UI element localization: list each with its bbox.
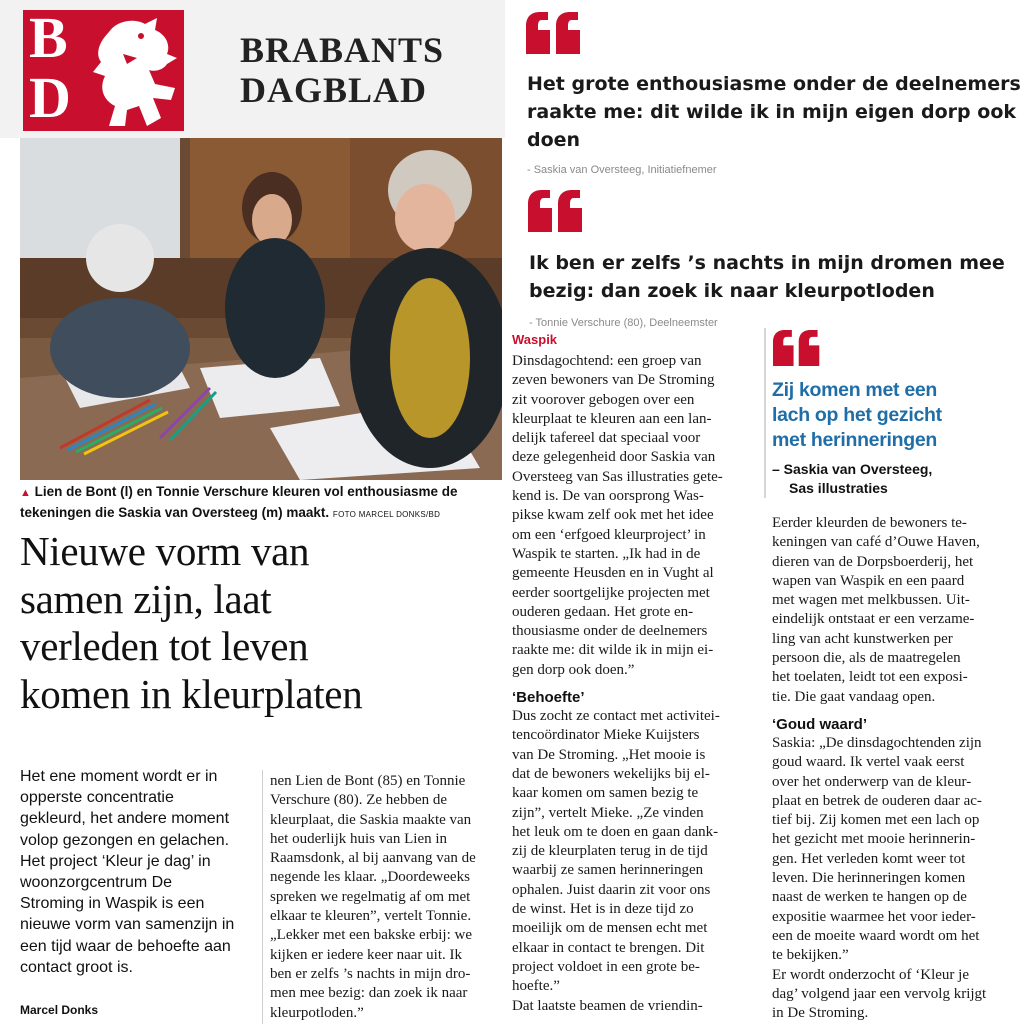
body-line: ling van acht kunstwerken per: [772, 630, 953, 647]
body-line: dat de bewoners wekelijks bij el-: [512, 765, 710, 782]
body-line: Eerder kleurden de bewoners te-: [772, 515, 967, 531]
body-line: Er wordt onderzocht of ‘Kleur je: [772, 966, 970, 983]
body-line: delijk tafereel dat speciaal voor: [512, 430, 701, 447]
body-line: Dinsdagochtend: een groep van: [512, 353, 702, 369]
body-line: Oversteeg van Sas illustraties gete-: [512, 468, 723, 485]
body-line: gemeente Heusden en in Vught al: [512, 565, 714, 582]
body-line: eindelijk ontstaat er een verzame-: [772, 611, 975, 628]
body-line: het toelaten, leidt tot een exposi-: [772, 669, 968, 686]
body-line: elkaar in contact te brengen. Dit: [512, 939, 705, 956]
quote-line: lach op het gezicht: [772, 404, 942, 426]
body-line: Raamsdonk, al bij aanvang van de: [270, 850, 476, 867]
body-line: ophalen. Juist daarin zit voor ons: [512, 881, 711, 898]
body-line: tief bij. Zij komen met een lach op: [772, 812, 980, 829]
intro-line: contact groot is.: [20, 958, 133, 976]
caption-marker-icon: ▲: [20, 487, 31, 499]
photo-credit: FOTO MARCEL DONKS/BD: [332, 510, 441, 519]
body-line: expositie waarmee het voor ieder-: [772, 908, 976, 925]
column-divider: [262, 770, 263, 1024]
headline: [20, 528, 500, 718]
body-column-c: [772, 514, 986, 1023]
photo-caption: [20, 482, 502, 525]
body-line: pikse kwam zelf ook met het idee: [512, 507, 714, 524]
quote-mark-icon: [773, 330, 821, 366]
body-line: kaar komen om samen bezig te: [512, 785, 699, 802]
body-line: deze gelegenheid door Saskia van: [512, 449, 716, 466]
body-line: gen dorp ook doen.”: [512, 661, 635, 678]
body-line: tencoördinator Mieke Kuijsters: [512, 727, 700, 744]
body-line: het leuk om te doen en gaan dank-: [512, 823, 719, 840]
quote-line: bezig: dan zoek ik naar kleurpotloden: [529, 280, 935, 302]
headline-line: verleden tot leven: [20, 623, 309, 669]
pull-quote-rule: [764, 328, 766, 498]
body-line: om een ‘erfgoed kleurproject’ in: [512, 526, 706, 543]
newspaper-name-line2: DAGBLAD: [240, 70, 428, 110]
newspaper-name: [240, 30, 444, 110]
logo-letter-b: B: [29, 10, 68, 70]
body-line: dieren van de Dorpsboerderij, het: [772, 553, 974, 570]
body-column-a: [270, 772, 476, 1023]
body-line: „Lekker met een bakske erbij: we: [270, 927, 472, 944]
body-line: plaat en betrek de ouderen daar ac-: [772, 792, 982, 809]
body-line: zij de kleurplaten terug in de tijd: [512, 843, 708, 860]
subheading: ‘Goud waard’: [772, 715, 868, 733]
quote-line: doen: [527, 129, 581, 151]
author-byline: Marcel Donks: [20, 1003, 99, 1017]
body-line: dag’ volgend jaar een vervolg krijgt: [772, 985, 987, 1002]
body-line: ouderen gedaan. Het grote en-: [512, 603, 694, 620]
quote-line: Zij komen met een: [772, 379, 938, 401]
body-line: persoon die, als de maatregelen: [772, 650, 961, 667]
logo-letter-d: D: [29, 65, 71, 130]
intro-line: Stroming in Waspik is een: [20, 895, 205, 913]
pull-quote-1: [527, 70, 1021, 154]
intro-line: volop gezongen en gelachen.: [20, 831, 230, 849]
body-line: kleurplaat, die Saskia maakte van: [270, 811, 472, 828]
body-line: kleurpotloden.”: [270, 1004, 364, 1021]
body-line: thousiasme onder de deelnemers: [512, 623, 708, 640]
body-column-b: [512, 352, 723, 1016]
body-line: nen Lien de Bont (85) en Tonnie: [270, 773, 466, 789]
body-line: van De Stroming. „Het mooie is: [512, 746, 706, 763]
quote-mark-icon: [528, 190, 584, 232]
body-line: Dus zocht ze contact met activitei-: [512, 708, 720, 725]
body-line: in De Stroming.: [772, 1005, 869, 1022]
subheading: ‘Behoefte’: [512, 689, 585, 707]
body-line: zit voorover gebogen over een: [512, 391, 695, 408]
intro-line: Het project ‘Kleur je dag’ in: [20, 852, 211, 870]
body-line: Waspik te starten. „Ik had in de: [512, 545, 701, 562]
body-line: zijn”, vertelt Mieke. „Ze vinden: [512, 804, 704, 821]
body-line: ben er zelfs ’s nachts in mijn dro-: [270, 965, 471, 982]
body-line: zeven bewoners van De Stroming: [512, 372, 715, 389]
headline-line: Nieuwe vorm van: [20, 528, 310, 574]
body-line: kend is. De van oorsprong Was-: [512, 488, 704, 505]
body-line: leven. Die herinneringen komen: [772, 870, 966, 887]
body-line: wapen van Waspik en een paard: [772, 572, 965, 589]
body-line: een de moeite waard wordt om het: [772, 927, 980, 944]
bd-logo: [23, 10, 184, 131]
body-line: spreken we regelmatig af om met: [270, 888, 471, 905]
caption-text: Lien de Bont (l) en Tonnie Verschure kleuren vol enthousiasme de tekeningen die Saskia van Oversteeg (m) maakt.: [20, 484, 458, 520]
body-line: hoefte.”: [512, 978, 560, 995]
body-line: over het onderwerp van de kleur-: [772, 773, 972, 790]
quote-line: met herinneringen: [772, 429, 938, 451]
quote-mark-icon: [526, 12, 582, 54]
newspaper-name-line1: BRABANTS: [240, 30, 445, 70]
pull-quote-3: [772, 378, 942, 453]
body-line: het ouderlijk huis van Lien in: [270, 830, 448, 847]
body-line: het gezicht met mooie herinnerin-: [772, 831, 976, 848]
lion-emblem-icon: [79, 14, 183, 130]
body-line: kleurplaat te kleuren aan een lan-: [512, 410, 712, 427]
quote-line: Ik ben er zelfs ’s nachts in mijn dromen mee: [529, 252, 1005, 274]
body-line: kijken er iedere keer naar uit. Ik: [270, 946, 462, 963]
intro-line: Het ene moment wordt er in: [20, 768, 218, 785]
body-line: raakte me: dit wilde ik in mijn ei-: [512, 642, 714, 659]
body-line: moeilijk om de mensen echt met: [512, 920, 708, 937]
intro-line: woonzorgcentrum De: [20, 874, 173, 892]
body-line: keningen van café d’Ouwe Haven,: [772, 534, 980, 551]
intro-line: een tijd waar de behoefte aan: [20, 937, 231, 955]
body-line: naast de werken te hangen op de: [772, 889, 967, 906]
intro-paragraph: [20, 766, 248, 978]
pull-quote-2: [529, 249, 1005, 305]
body-line: met wagen met melkbussen. Uit-: [772, 592, 970, 609]
attribution-line: – Saskia van Oversteeg,: [772, 461, 933, 477]
body-line: elkaar te kleuren”, vertelt Tonnie.: [270, 908, 472, 925]
attribution-line: Sas illustraties: [789, 480, 888, 496]
body-line: men mee bezig: dan zoek ik naar: [270, 985, 468, 1002]
body-line: Saskia: „De dinsdagochtenden zijn: [772, 734, 982, 751]
pull-quote-3-attribution: [772, 460, 932, 498]
body-line: project voldoet in een grote be-: [512, 958, 700, 975]
body-line: gen. Het verleden komt weer tot: [772, 850, 966, 867]
body-line: eerder soortgelijke projecten met: [512, 584, 710, 601]
masthead: [0, 0, 505, 138]
body-line: waarbij ze samen herinneringen: [512, 862, 704, 879]
dateline-place: Waspik: [512, 332, 558, 347]
quote-1-attribution: - Saskia van Oversteeg, Initiatiefnemer: [527, 164, 717, 176]
intro-line: nieuwe vorm van samenzijn in: [20, 916, 235, 934]
quote-line: Het grote enthousiasme onder de deelnemers: [527, 73, 1021, 95]
body-line: de winst. Het is in deze tijd zo: [512, 901, 694, 918]
body-line: Verschure (80). Ze hebben de: [270, 792, 448, 809]
intro-line: gekleurd, het andere moment: [20, 810, 230, 828]
body-line: goud waard. Ik vertel vaak eerst: [772, 754, 965, 771]
headline-line: samen zijn, laat: [20, 575, 272, 622]
intro-line: opperste concentratie: [20, 789, 174, 807]
body-line: te bekijken.”: [772, 947, 849, 964]
article-photo: [20, 138, 502, 480]
body-line: Dat laatste beamen de vriendin-: [512, 997, 703, 1014]
body-line: negende les klaar. „Doordeweeks: [270, 869, 470, 886]
quote-2-attribution: - Tonnie Verschure (80), Deelneemster: [529, 317, 718, 329]
headline-line: komen in kleurplaten: [20, 670, 363, 717]
body-line: tie. Die gaat vandaag open.: [772, 688, 936, 705]
quote-line: raakte me: dit wilde ik in mijn eigen dorp ook: [527, 101, 1017, 123]
